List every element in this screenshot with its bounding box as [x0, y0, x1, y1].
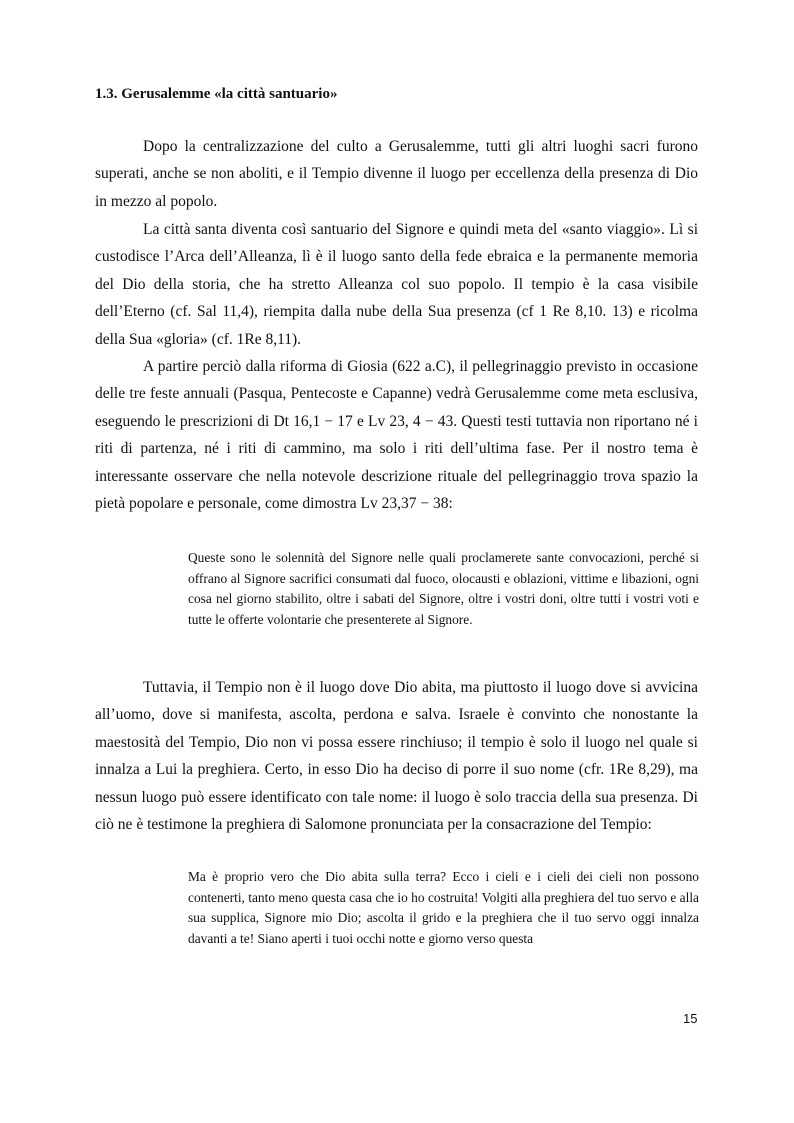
section-heading: 1.3. Gerusalemme «la città santuario»: [95, 86, 338, 102]
paragraph-2: La città santa diventa così santuario del Signore e quindi meta del «santo viaggio». Lì si custodisce l’Arca dell’Alleanza, lì è il luogo santo della fede ebraica e la permanente memoria del Dio della storia, che ha stretto Alleanza col suo popolo. Il tempio è la casa visibile dell’Eterno (cf. Sal 11,4), riempita dalla nube della Sua presenza (cf 1 Re 8,10. 13) e ricolma della Sua «gloria» (cf. 1Re 8,11).: [95, 221, 698, 348]
paragraph-4: Tuttavia, il Tempio non è il luogo dove Dio abita, ma piuttosto il luogo dove si avvicina all’uomo, dove si manifesta, ascolta, perdona e salva. Israele è convinto che nonostante la maestosità del Tempio, Dio non vi possa essere rinchiuso; il tempio è solo il luogo nel quale si innalza a Lui la preghiera. Certo, in esso Dio ha deciso di porre il suo nome (cfr. 1Re 8,29), ma nessun luogo può essere identificato con tale nome: il luogo è solo traccia della sua presenza. Di ciò ne è testimone la preghiera di Salomone pronunciata per la consacrazione del Tempio:: [95, 679, 698, 834]
page-number: 15: [683, 1011, 698, 1026]
paragraph-1: Dopo la centralizzazione del culto a Gerusalemme, tutti gli altri luoghi sacri furono superati, anche se non aboliti, e il Tempio divenne il luogo per eccellenza della presenza di Dio in mezzo al popolo.: [95, 138, 698, 210]
block-quote-2: Ma è proprio vero che Dio abita sulla terra? Ecco i cieli e i cieli dei cieli non possono contenerti, tanto meno questa casa che io ho costruita! Volgiti alla preghiera del tuo servo e alla sua supplica, Signore mio Dio; ascolta il grido e la preghiera che il tuo servo oggi innalza davanti a te! Siano aperti i tuoi occhi notte e giorno verso questa: [188, 869, 699, 946]
paragraph-3: A partire perciò dalla riforma di Giosia (622 a.C), il pellegrinaggio previsto in occasione delle tre feste annuali (Pasqua, Pentecoste e Capanne) vedrà Gerusalemme come meta esclusiva, eseguendo le prescrizioni di Dt 16,1 − 17 e Lv 23, 4 − 43. Questi testi tuttavia non riportano né i riti di partenza, né i riti di cammino, ma solo i riti dell’ultima fase. Per il nostro tema è interessante osservare che nella notevole descrizione rituale del pellegrinaggio trova spazio la pietà popolare e personale, come dimostra Lv 23,37 − 38:: [95, 358, 698, 513]
block-quote-1: Queste sono le solennità del Signore nelle quali proclamerete sante convocazioni, perché si offrano al Signore sacrifici consumati dal fuoco, olocausti e oblazioni, vittime e libazioni, ogni cosa nel giorno stabilito, oltre i sabati del Signore, oltre i vostri doni, oltre tutti i vostri voti e tutte le offerte volontarie che presenterete al Signore.: [188, 550, 699, 627]
